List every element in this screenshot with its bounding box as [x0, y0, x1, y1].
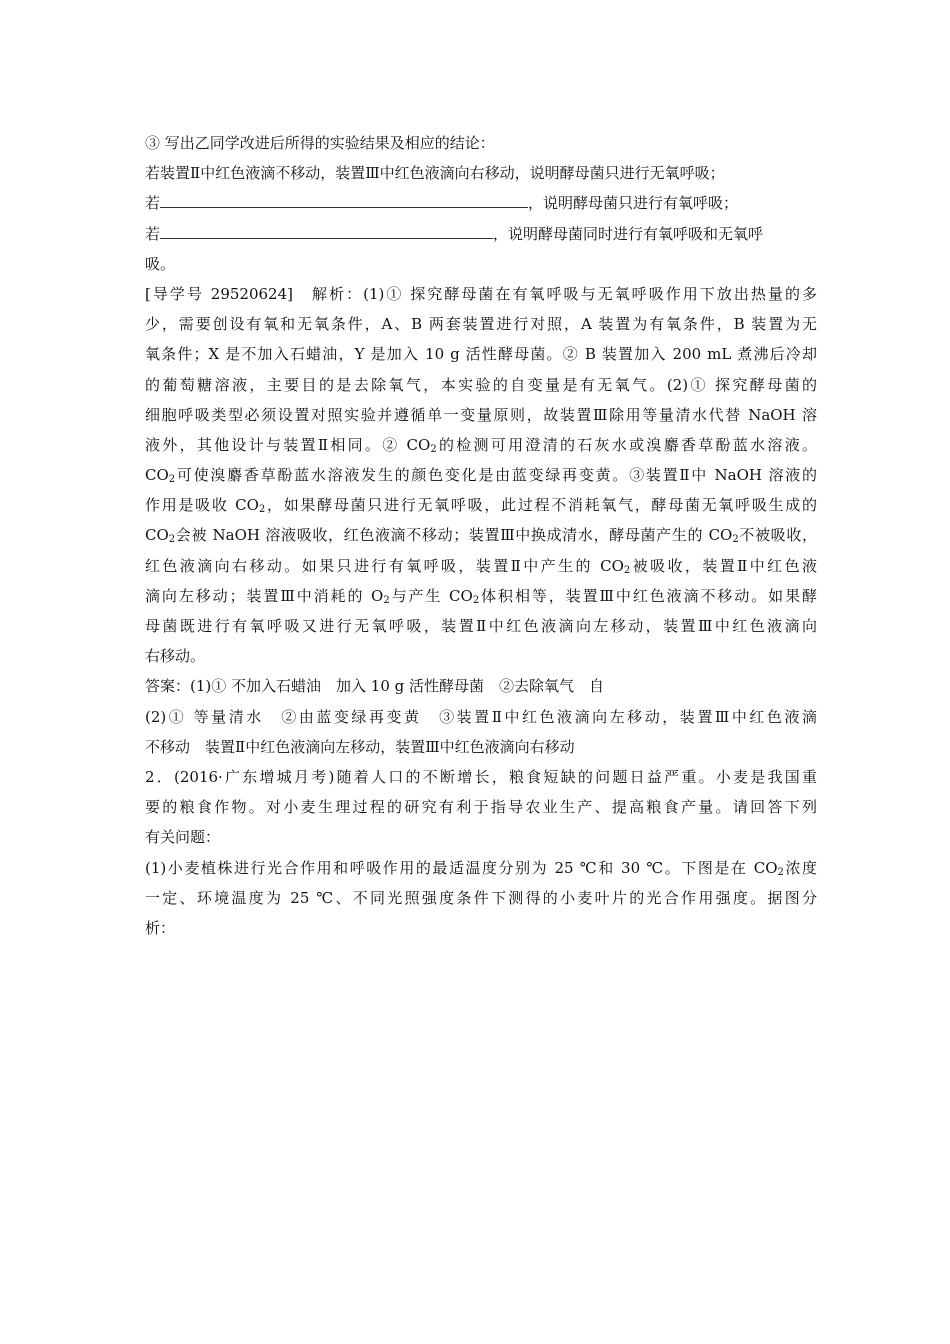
question-2-line: 一定、环境温度为 25 ℃、不同光照强度条件下测得的小麦叶片的光合作用强度。据图分 [145, 888, 817, 907]
analysis-line: [导学号 29520624] 解析：(1)① 探究酵母菌在有氧呼吸与无氧呼吸作用下放出热量的多 [145, 284, 817, 303]
analysis-line: 少，需要创设有氧和无氧条件，A、B 两套装置进行对照，A 装置为有氧条件，B 装置为无 [145, 315, 817, 334]
analysis-line: 红色液滴向右移动。如果只进行有氧呼吸，装置Ⅱ中产生的 $CO_2$被吸收，装置Ⅱ中红色液 [145, 556, 817, 576]
answer-blank[interactable] [160, 188, 528, 208]
analysis-line: $CO_2$会被 NaOH 溶液吸收，红色液滴不移动；装置Ⅲ中换成清水，酵母菌产生的 $CO_2$不被吸收， [145, 526, 817, 546]
q3-heading: ③ 写出乙同学改进后所得的实验结果及相应的结论： [145, 134, 495, 152]
answer-line: 不移动 装置Ⅱ中红色液滴向左移动，装置Ⅲ中红色液滴向右移动 [145, 737, 575, 756]
analysis-line: 细胞呼吸类型必须设置对照实验并遵循单一变量原则，故装置Ⅲ除用等量清水代替 NaOH 溶 [145, 405, 817, 424]
answer-line: (2)① 等量清水 ②由蓝变绿再变黄 ③装置Ⅱ中红色液滴向左移动，装置Ⅲ中红色液滴 [145, 707, 817, 726]
analysis-line: 作用是吸收 $CO_2$，如果酵母菌只进行无氧呼吸，此过程不消耗氧气，酵母菌无氧呼吸生成的 [145, 496, 817, 516]
analysis-line: 的葡萄糖溶液，主要目的是去除氧气，本实验的自变量是有无氧气。(2)① 探究酵母菌的 [145, 375, 817, 394]
question-2-line: 2．(2016·广东增城月考)随着人口的不断增长，粮食短缺的问题日益严重。小麦是我国重 [145, 767, 817, 786]
question-2-line: 有关问题： [145, 828, 221, 847]
analysis-line: 母菌既进行有氧呼吸又进行无氧呼吸，装置Ⅱ中红色液滴向左移动，装置Ⅲ中红色液滴向 [145, 617, 817, 635]
question-2-line: (1)小麦植株进行光合作用和呼吸作用的最适温度分别为 25 ℃和 30 ℃。下图是在 $CO_2$浓度 [145, 858, 817, 878]
q3-case-3: 若 ，说明酵母菌同时进行有氧呼吸和无氧呼 [145, 219, 817, 249]
q3-case-2: 若 ，说明酵母菌只进行有氧呼吸； [145, 188, 817, 218]
answer-blank[interactable] [160, 219, 493, 239]
answer-line: 答案：(1)① 不加入石蜡油 加入 10 g 活性酵母菌 ②去除氧气 自 [145, 677, 605, 696]
question-2-line: 析： [145, 918, 176, 937]
q3-case-1: 若装置Ⅱ中红色液滴不移动，装置Ⅲ中红色液滴向右移动，说明酵母菌只进行无氧呼吸； [145, 164, 725, 183]
analysis-line: 氧条件；X 是不加入石蜡油，Y 是加入 10 g 活性酵母菌。② B 装置加入 200 mL 煮沸后冷却 [145, 345, 817, 364]
analysis-line: 滴向左移动；装置Ⅲ中消耗的 $O_2$与产生 $CO_2$体积相等，装置Ⅲ中红色液滴不移动。如果酵 [145, 586, 817, 606]
document-page [145, 128, 817, 943]
q3-case-3-continued: 吸。 [145, 254, 176, 273]
question-2-line: 要的粮食作物。对小麦生理过程的研究有利于指导农业生产、提高粮食产量。请回答下列 [145, 798, 817, 817]
analysis-line: 右移动。 [145, 647, 206, 666]
analysis-line: 液外，其他设计与装置Ⅱ相同。② $CO_2$的检测可用澄清的石灰水或溴麝香草酚蓝水溶液。 [145, 435, 817, 455]
analysis-line: $CO_2$可使溴麝香草酚蓝水溶液发生的颜色变化是由蓝变绿再变黄。③装置Ⅱ中 NaOH 溶液的 [145, 466, 817, 486]
